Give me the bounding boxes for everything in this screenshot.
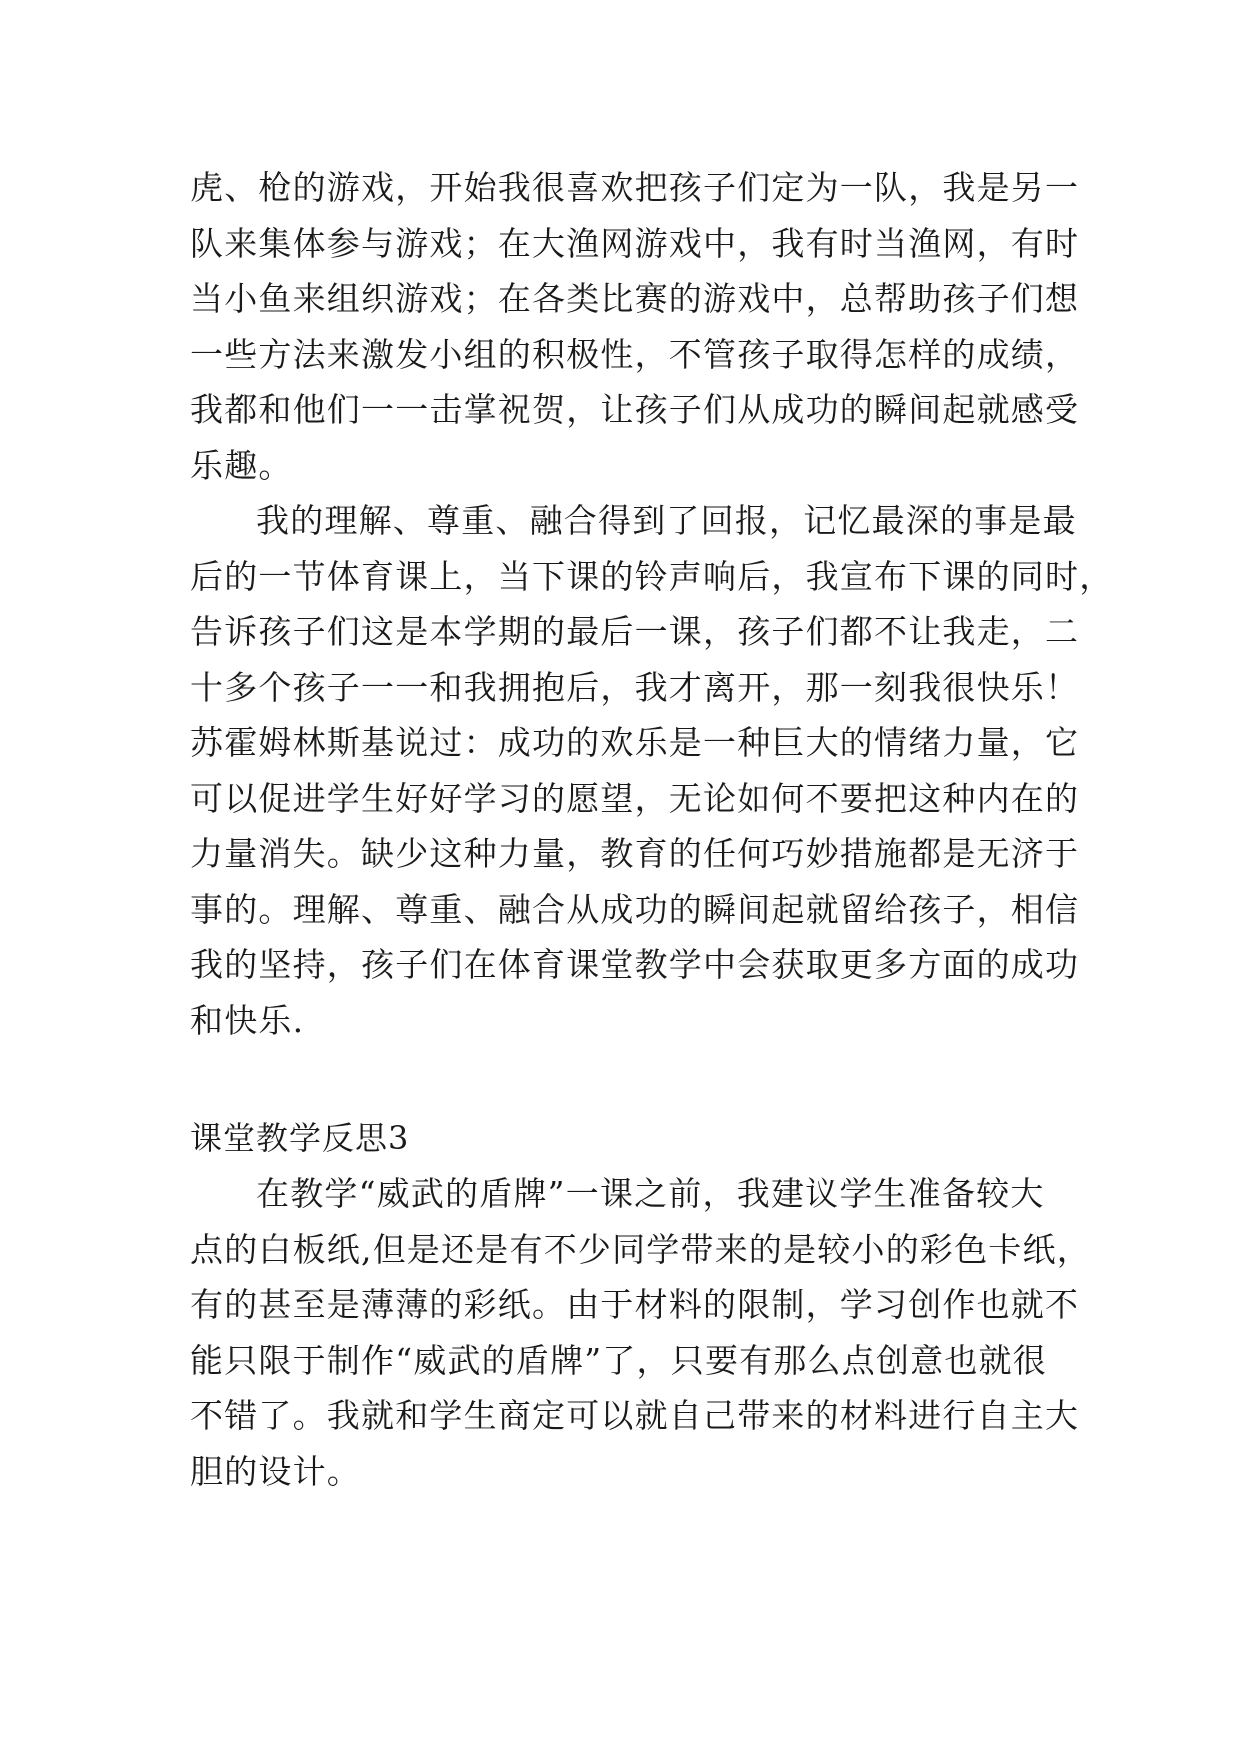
document-page xyxy=(190,160,1114,1499)
text-line: 告诉孩子们这是本学期的最后一课，孩子们都不让我走，二 xyxy=(190,612,1080,651)
text-line: 力量消失。缺少这种力量，教育的任何巧妙措施都是无济于 xyxy=(190,834,1080,873)
text-line: 胆的设计。 xyxy=(190,1451,361,1491)
text-line: 当小鱼来组织游戏；在各类比赛的游戏中，总帮助孩子们想 xyxy=(190,279,1080,318)
text-line: 在教学“威武的盾牌”一课之前，我建议学生准备较大 xyxy=(256,1174,1045,1213)
text-line: 十多个孩子一一和我拥抱后，我才离开，那一刻我很快乐！ xyxy=(190,667,1080,707)
text-line: 事的。理解、尊重、融合从成功的瞬间起就留给孩子，相信 xyxy=(190,889,1080,929)
text-line: 可以促进学生好好学习的愿望，无论如何不要把这种内在的 xyxy=(190,778,1080,818)
text-line: 我都和他们一一击掌祝贺，让孩子们从成功的瞬间起就感受 xyxy=(190,390,1080,429)
text-line: 有的甚至是薄薄的彩纸。由于材料的限制，学习创作也就不 xyxy=(190,1285,1080,1324)
text-line: 我的理解、尊重、融合得到了回报，记忆最深的事是最 xyxy=(256,501,1077,540)
text-line: 点的白板纸,但是还是有不少同学带来的是较小的彩色卡纸， xyxy=(190,1229,1091,1269)
text-line: 队来集体参与游戏；在大渔网游戏中，我有时当渔网，有时 xyxy=(190,223,1080,263)
text-line: 后的一节体育课上，当下课的铃声响后，我宣布下课的同时， xyxy=(190,556,1114,596)
section-gap xyxy=(190,1048,1050,1110)
text-line: 虎、枪的游戏，开始我很喜欢把孩子们定为一队，我是另一 xyxy=(190,168,1080,207)
text-line: 不错了。我就和学生商定可以就自己带来的材料进行自主大 xyxy=(190,1396,1080,1435)
text-line: 苏霍姆林斯基说过：成功的欢乐是一种巨大的情绪力量，它 xyxy=(190,723,1080,762)
paragraph-2 xyxy=(190,493,1114,1048)
text-line: 乐趣。 xyxy=(190,445,293,485)
text-line: 一些方法来激发小组的积极性，不管孩子取得怎样的成绩， xyxy=(190,334,1080,374)
text-line: 我的坚持，孩子们在体育课堂教学中会获取更多方面的成功 xyxy=(190,945,1080,984)
section-heading: 课堂教学反思3 xyxy=(190,1119,410,1157)
text-line: 和快乐. xyxy=(190,1000,305,1040)
paragraph-3 xyxy=(190,1166,1091,1499)
paragraph-1 xyxy=(190,160,1080,493)
text-line: 能只限于制作“威武的盾牌”了，只要有那么点创意也就很 xyxy=(190,1340,1047,1380)
